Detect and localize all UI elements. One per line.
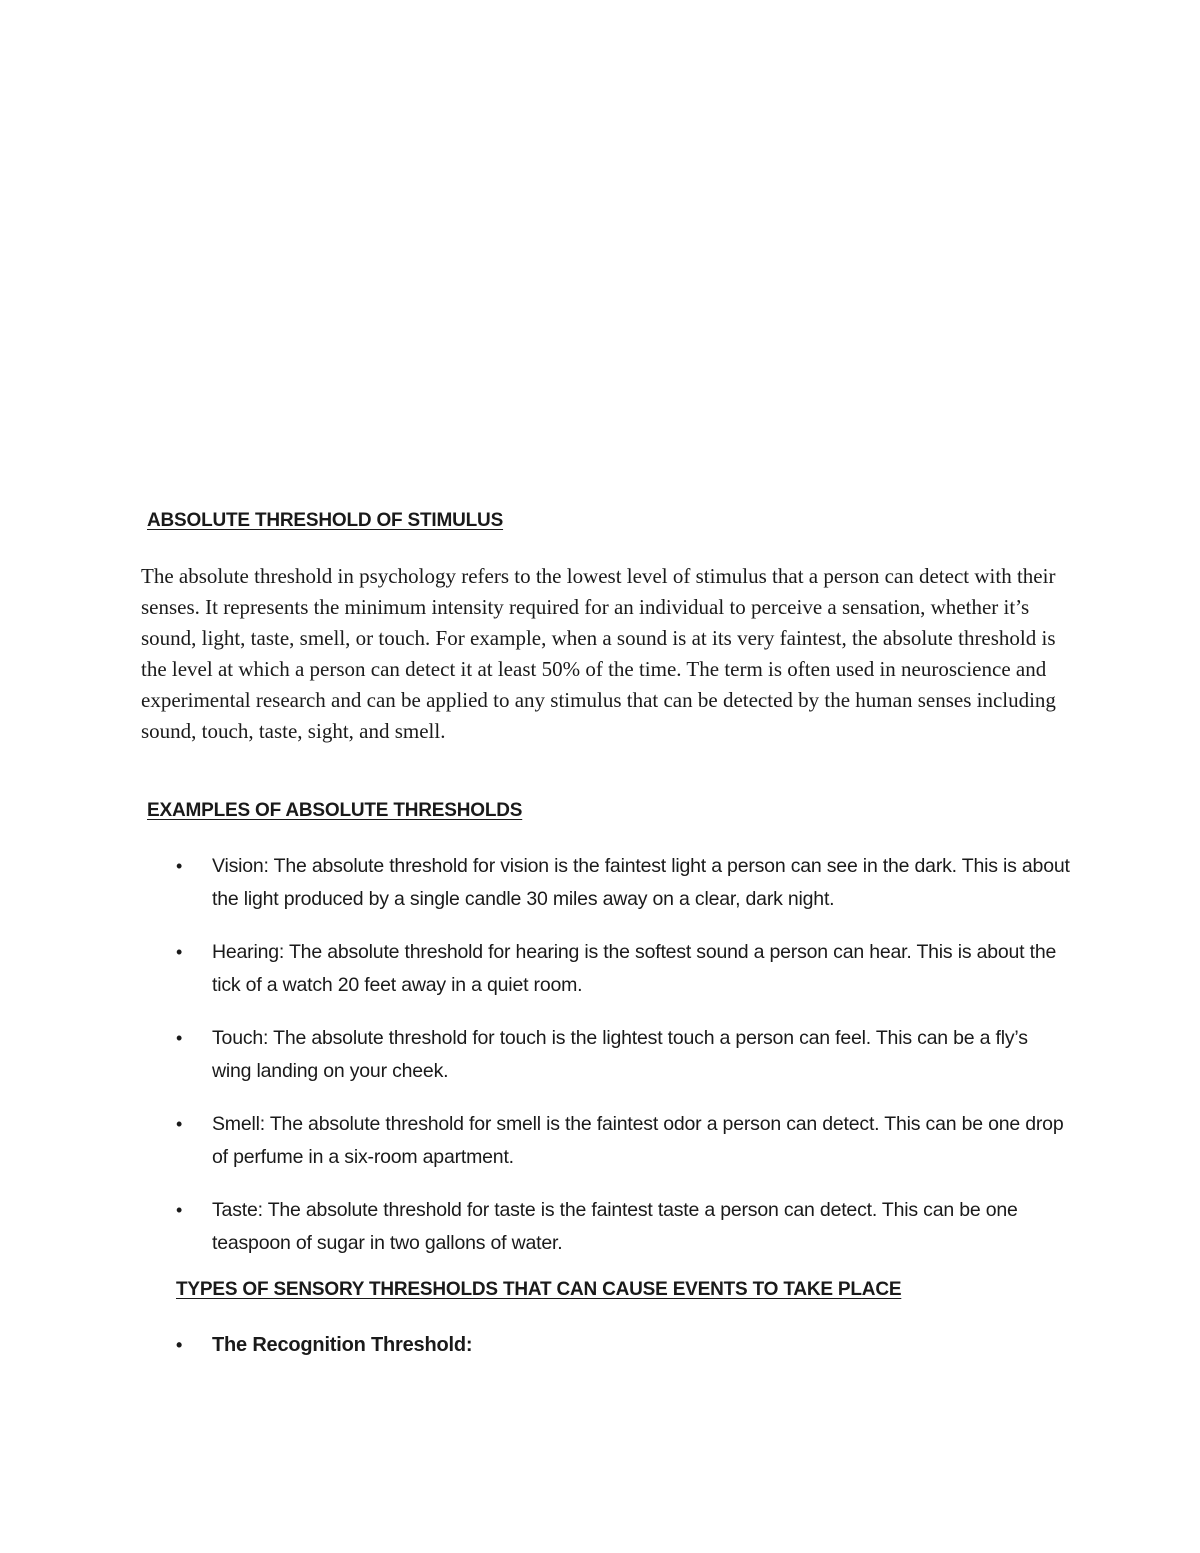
list-item-taste xyxy=(0,1194,1072,1260)
section-heading-examples: EXAMPLES OF ABSOLUTE THRESHOLDS xyxy=(147,800,523,821)
list-item-text: Taste: The absolute threshold for taste is the faintest taste a person can detect. This can be one teaspoon of sugar in two gallons of water. xyxy=(212,1199,1018,1254)
examples-list xyxy=(0,850,1200,1280)
bullet-icon: • xyxy=(176,942,183,962)
bullet-icon: • xyxy=(176,1200,183,1220)
bullet-icon: • xyxy=(176,856,183,876)
list-item-text: The Recognition Threshold: xyxy=(212,1334,473,1356)
bullet-icon: • xyxy=(176,1114,183,1134)
list-item-text: Hearing: The absolute threshold for hearing is the softest sound a person can hear. This is about the tick of a watch 20 feet away in a quiet room. xyxy=(212,941,1057,996)
list-item-text: Vision: The absolute threshold for vision is the faintest light a person can see in the dark. This is about the light produced by a single candle 30 miles away on a clear, dark night. xyxy=(212,855,1070,910)
types-list xyxy=(0,1329,1200,1362)
list-item-vision xyxy=(0,850,1072,916)
list-item-hearing xyxy=(0,936,1072,1002)
bullet-icon: • xyxy=(176,1028,183,1048)
list-item-recognition-threshold xyxy=(0,1329,1200,1362)
section-heading-types: TYPES OF SENSORY THRESHOLDS THAT CAN CAUSE EVENTS TO TAKE PLACE xyxy=(176,1279,902,1300)
section-heading-absolute-threshold: ABSOLUTE THRESHOLD OF STIMULUS xyxy=(147,510,504,531)
bullet-icon: • xyxy=(176,1335,183,1355)
list-item-text: Smell: The absolute threshold for smell is the faintest odor a person can detect. This can be one drop of perfume in a six-room apartment. xyxy=(212,1113,1064,1168)
body-paragraph: The absolute threshold in psychology refers to the lowest level of stimulus that a person can detect with their senses. It represents the minimum intensity required for an individual to perceive a sensation, whether it’s sound, light, taste, smell, or touch. For example, when a sound is at its very faintest, the absolute threshold is the level at which a person can detect it at least 50% of the time. The term is often used in neuroscience and experimental research and can be applied to any stimulus that can be detected by the human senses including sound, touch, taste, sight, and smell. xyxy=(141,564,1056,743)
list-item-smell xyxy=(0,1108,1072,1174)
list-item-text: Touch: The absolute threshold for touch is the lightest touch a person can feel. This can be a fly’s wing landing on your cheek. xyxy=(212,1027,1028,1082)
list-item-touch xyxy=(0,1022,1072,1088)
